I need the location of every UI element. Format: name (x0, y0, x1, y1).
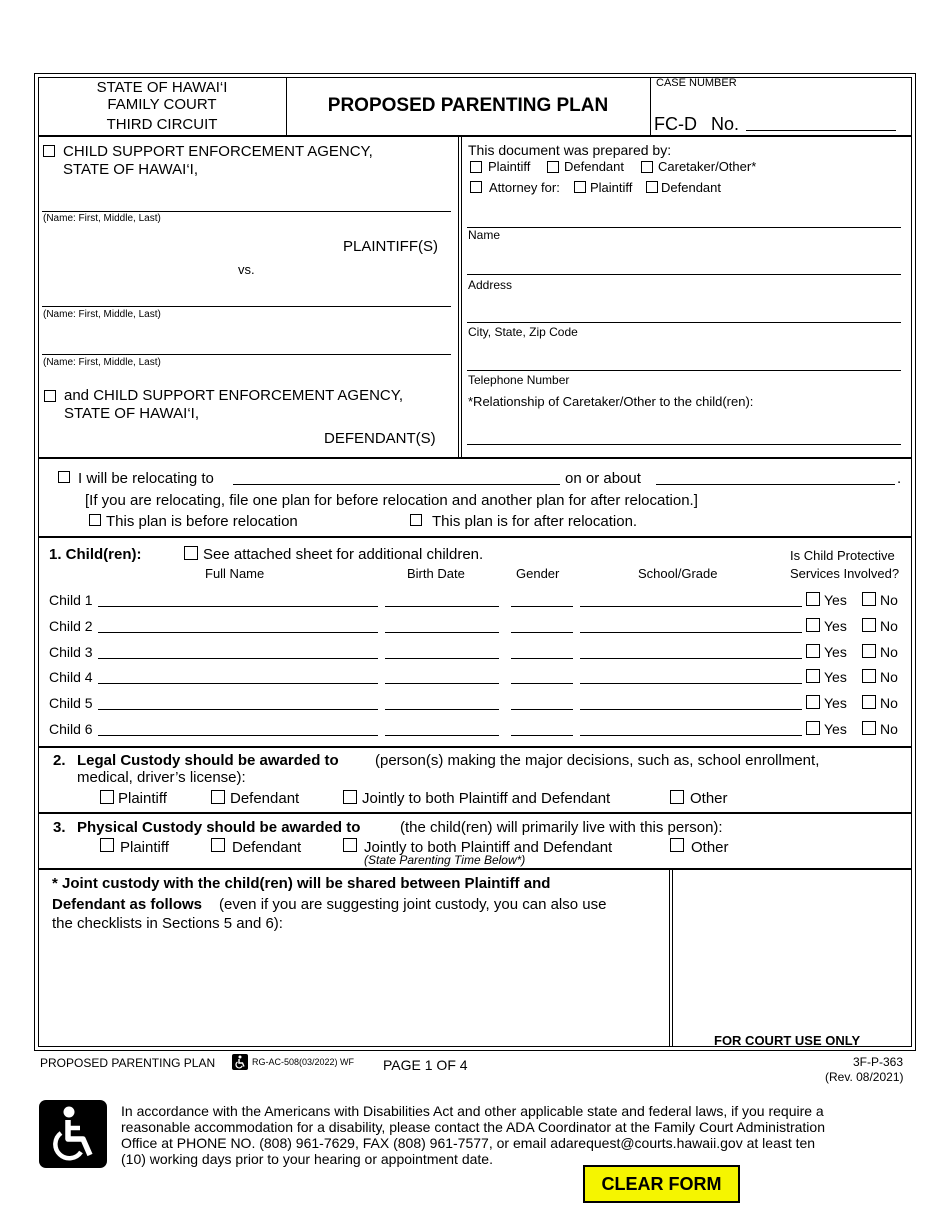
cps-yes-label: Yes (824, 695, 847, 711)
child-label: Child 5 (49, 695, 93, 711)
preparer-phone-field[interactable] (467, 370, 901, 371)
physical-defendant-checkbox[interactable] (211, 838, 225, 852)
child-school-grade-field[interactable] (580, 735, 802, 736)
child-birth-date-field[interactable] (385, 658, 499, 659)
csea-plaintiff-checkbox[interactable] (43, 145, 55, 157)
legal-plaintiff-checkbox[interactable] (100, 790, 114, 804)
plaintiff-name-field-1[interactable] (42, 211, 451, 212)
cps-yes-checkbox[interactable] (806, 618, 820, 632)
cps-yes-label: Yes (824, 669, 847, 685)
divider (38, 536, 912, 538)
child-birth-date-field[interactable] (385, 735, 499, 736)
relocating-checkbox[interactable] (58, 471, 70, 483)
additional-children-checkbox[interactable] (184, 546, 198, 560)
case-no-label: No. (711, 114, 740, 134)
attorney-checkbox[interactable] (470, 181, 482, 193)
legal-plaintiff-label: Plaintiff (118, 790, 167, 807)
legal-other-label: Other (690, 790, 728, 807)
csea-line-2: STATE OF HAWAI‘I, (63, 161, 198, 178)
footer-revision: (Rev. 08/2021) (825, 1070, 904, 1084)
cps-no-checkbox[interactable] (862, 695, 876, 709)
prepared-caretaker-label: Caretaker/Other* (658, 159, 757, 174)
child-school-grade-field[interactable] (580, 709, 802, 710)
cps-no-label: No (880, 644, 898, 660)
attorney-plaintiff-label: Plaintiff (590, 180, 633, 195)
footer-form-code: RG-AC-508(03/2022) WF (252, 1057, 355, 1067)
ada-text-line-4: (10) working days prior to your hearing or appointment date. (121, 1151, 493, 1167)
child-school-grade-field[interactable] (580, 658, 802, 659)
divider (461, 136, 462, 458)
before-relocation-checkbox[interactable] (89, 514, 101, 526)
divider (38, 135, 912, 137)
legal-other-checkbox[interactable] (670, 790, 684, 804)
divider (38, 746, 912, 748)
cps-no-checkbox[interactable] (862, 618, 876, 632)
divider (38, 812, 912, 814)
cps-yes-checkbox[interactable] (806, 669, 820, 683)
cps-no-label: No (880, 721, 898, 737)
cps-no-checkbox[interactable] (862, 644, 876, 658)
cps-yes-label: Yes (824, 618, 847, 634)
child-label: Child 6 (49, 721, 93, 737)
physical-plaintiff-label: Plaintiff (120, 839, 169, 856)
csea-line-1: CHILD SUPPORT ENFORCEMENT AGENCY, (63, 143, 373, 160)
prepared-by-heading: This document was prepared by: (468, 142, 672, 158)
cps-no-checkbox[interactable] (862, 721, 876, 735)
col-gender: Gender (516, 566, 560, 581)
cps-no-label: No (880, 695, 898, 711)
child-full-name-field[interactable] (98, 709, 378, 710)
col-birth-date: Birth Date (407, 566, 465, 581)
child-full-name-field[interactable] (98, 606, 378, 607)
on-or-about-label: on or about (565, 470, 641, 487)
phone-label: Telephone Number (468, 373, 570, 387)
child-label: Child 3 (49, 644, 93, 660)
additional-children-label: See attached sheet for additional children. (203, 546, 484, 563)
prepared-plaintiff-checkbox[interactable] (470, 161, 482, 173)
child-full-name-field[interactable] (98, 658, 378, 659)
case-number-field[interactable] (746, 130, 896, 131)
divider (650, 77, 651, 135)
cps-header-1: Is Child Protective (790, 548, 895, 563)
legal-defendant-checkbox[interactable] (211, 790, 225, 804)
preparer-address-field[interactable] (467, 274, 901, 275)
page-title: PROPOSED PARENTING PLAN (327, 95, 609, 116)
accessibility-icon (39, 1100, 107, 1168)
attorney-for-label: Attorney for: (489, 180, 560, 195)
legal-custody-description: (person(s) making the major decisions, such as, school enrollment, (375, 752, 820, 769)
divider (38, 868, 912, 870)
name-label: Name (468, 228, 501, 242)
relocation-period: . (897, 470, 902, 487)
defendants-label: DEFENDANT(S) (324, 430, 436, 447)
col-full-name: Full Name (205, 566, 265, 581)
physical-custody-number: 3. (53, 819, 66, 836)
cps-yes-checkbox[interactable] (806, 721, 820, 735)
cps-yes-checkbox[interactable] (806, 644, 820, 658)
ada-text-line-1: In accordance with the Americans with Disabilities Act and other applicable state and federal laws, if you require a (121, 1103, 824, 1119)
name-hint: (Name: First, Middle, Last) (43, 357, 161, 368)
city-label: City, State, Zip Code (468, 325, 578, 339)
defendant-name-field-1[interactable] (42, 306, 451, 307)
child-label: Child 4 (49, 669, 93, 685)
cps-header-2: Services Involved? (790, 566, 900, 581)
divider (669, 869, 670, 1047)
cps-yes-label: Yes (824, 721, 847, 737)
legal-defendant-label: Defendant (230, 790, 300, 807)
relationship-field[interactable] (467, 444, 901, 445)
joint-line-2-rest: (even if you are suggesting joint custody, you can also use (219, 896, 607, 913)
page-number: PAGE 1 OF 4 (383, 1057, 468, 1073)
child-label: Child 2 (49, 618, 93, 634)
relocation-note: [If you are relocating, file one plan for before relocation and another plan for after relocation.] (85, 492, 698, 509)
footer-form-number: 3F-P-363 (853, 1055, 904, 1069)
clear-form-button[interactable]: CLEAR FORM (583, 1165, 740, 1203)
vs-label: vs. (238, 262, 255, 277)
name-hint: (Name: First, Middle, Last) (43, 309, 161, 320)
ada-text-line-3: Office at PHONE NO. (808) 961-7629, FAX (808) 961-7577, or email adarequest@courts.hawaii.gov at least ten (121, 1135, 816, 1151)
prepared-defendant-label: Defendant (564, 159, 624, 174)
relocating-to-field[interactable] (233, 484, 560, 485)
child-school-grade-field[interactable] (580, 632, 802, 633)
name-hint: (Name: First, Middle, Last) (43, 213, 161, 224)
defendant-name-field-2[interactable] (42, 354, 451, 355)
relationship-label: *Relationship of Caretaker/Other to the child(ren): (468, 394, 754, 409)
child-gender-field[interactable] (511, 735, 573, 736)
cps-no-checkbox[interactable] (862, 669, 876, 683)
physical-other-label: Other (691, 839, 729, 856)
legal-custody-number: 2. (53, 752, 66, 769)
before-relocation-label: This plan is before relocation (106, 513, 298, 530)
divider (672, 869, 673, 1047)
child-school-grade-field[interactable] (580, 683, 802, 684)
child-gender-field[interactable] (511, 606, 573, 607)
ada-text-line-2: reasonable accommodation for a disability, please contact the ADA Coordinator at the Family Court Administration (121, 1119, 825, 1135)
child-birth-date-field[interactable] (385, 683, 499, 684)
court-use-label: FOR COURT USE ONLY (714, 1033, 861, 1048)
physical-joint-label: Jointly to both Plaintiff and Defendant (364, 839, 613, 856)
relocating-to-label: I will be relocating to (78, 470, 214, 487)
prepared-plaintiff-label: Plaintiff (488, 159, 531, 174)
child-birth-date-field[interactable] (385, 606, 499, 607)
footer-form-name: PROPOSED PARENTING PLAN (40, 1056, 216, 1070)
relocation-date-field[interactable] (656, 484, 895, 485)
court-name: FAMILY COURT (107, 96, 217, 113)
preparer-name-field[interactable] (467, 227, 901, 228)
preparer-city-field[interactable] (467, 322, 901, 323)
physical-custody-heading: Physical Custody should be awarded to (77, 819, 361, 836)
cps-no-label: No (880, 669, 898, 685)
joint-line-3: the checklists in Sections 5 and 6): (52, 915, 283, 932)
and-csea-line-2: STATE OF HAWAI‘I, (64, 405, 199, 422)
case-prefix: FC-D (654, 114, 697, 134)
and-csea-line-1: and CHILD SUPPORT ENFORCEMENT AGENCY, (64, 387, 403, 404)
legal-custody-heading: Legal Custody should be awarded to (77, 752, 339, 769)
attorney-plaintiff-checkbox[interactable] (574, 181, 586, 193)
accessibility-icon-small (232, 1054, 248, 1070)
cps-no-label: No (880, 618, 898, 634)
cps-yes-label: Yes (824, 592, 847, 608)
divider (38, 457, 912, 459)
cps-no-checkbox[interactable] (862, 592, 876, 606)
physical-plaintiff-checkbox[interactable] (100, 838, 114, 852)
physical-custody-description: (the child(ren) will primarily live with this person): (400, 819, 723, 836)
child-gender-field[interactable] (511, 709, 573, 710)
legal-joint-checkbox[interactable] (343, 790, 357, 804)
child-full-name-field[interactable] (98, 735, 378, 736)
legal-joint-label: Jointly to both Plaintiff and Defendant (362, 790, 611, 807)
case-number-label: CASE NUMBER (656, 77, 737, 89)
after-relocation-label: This plan is for after relocation. (432, 513, 638, 530)
child-full-name-field[interactable] (98, 683, 378, 684)
child-birth-date-field[interactable] (385, 632, 499, 633)
joint-custody-text-area[interactable] (48, 940, 660, 1040)
child-full-name-field[interactable] (98, 632, 378, 633)
cps-yes-label: Yes (824, 644, 847, 660)
physical-defendant-label: Defendant (232, 839, 302, 856)
cps-yes-checkbox[interactable] (806, 592, 820, 606)
prepared-caretaker-checkbox[interactable] (641, 161, 653, 173)
attorney-defendant-label: Defendant (661, 180, 721, 195)
child-school-grade-field[interactable] (580, 606, 802, 607)
joint-line-1: * Joint custody with the child(ren) will be shared between Plaintiff and (52, 875, 551, 892)
cps-yes-checkbox[interactable] (806, 695, 820, 709)
child-gender-field[interactable] (511, 658, 573, 659)
address-label: Address (468, 278, 513, 292)
cps-no-label: No (880, 592, 898, 608)
divider (458, 136, 459, 458)
after-relocation-checkbox[interactable] (410, 514, 422, 526)
circuit-name: THIRD CIRCUIT (106, 116, 218, 133)
plaintiffs-label: PLAINTIFF(S) (343, 238, 439, 255)
csea-defendant-checkbox[interactable] (44, 390, 56, 402)
physical-joint-checkbox[interactable] (343, 838, 357, 852)
child-birth-date-field[interactable] (385, 709, 499, 710)
children-heading: 1. Child(ren): (49, 546, 142, 563)
joint-line-2-bold: Defendant as follows (52, 896, 203, 913)
attorney-defendant-checkbox[interactable] (646, 181, 658, 193)
state-name: STATE OF HAWAI‘I (96, 79, 228, 96)
col-school-grade: School/Grade (638, 566, 718, 581)
physical-custody-note: (State Parenting Time Below*) (364, 853, 526, 867)
child-label: Child 1 (49, 592, 93, 608)
child-gender-field[interactable] (511, 683, 573, 684)
child-gender-field[interactable] (511, 632, 573, 633)
physical-other-checkbox[interactable] (670, 838, 684, 852)
legal-custody-description-2: medical, driver’s license): (77, 769, 246, 786)
prepared-defendant-checkbox[interactable] (547, 161, 559, 173)
